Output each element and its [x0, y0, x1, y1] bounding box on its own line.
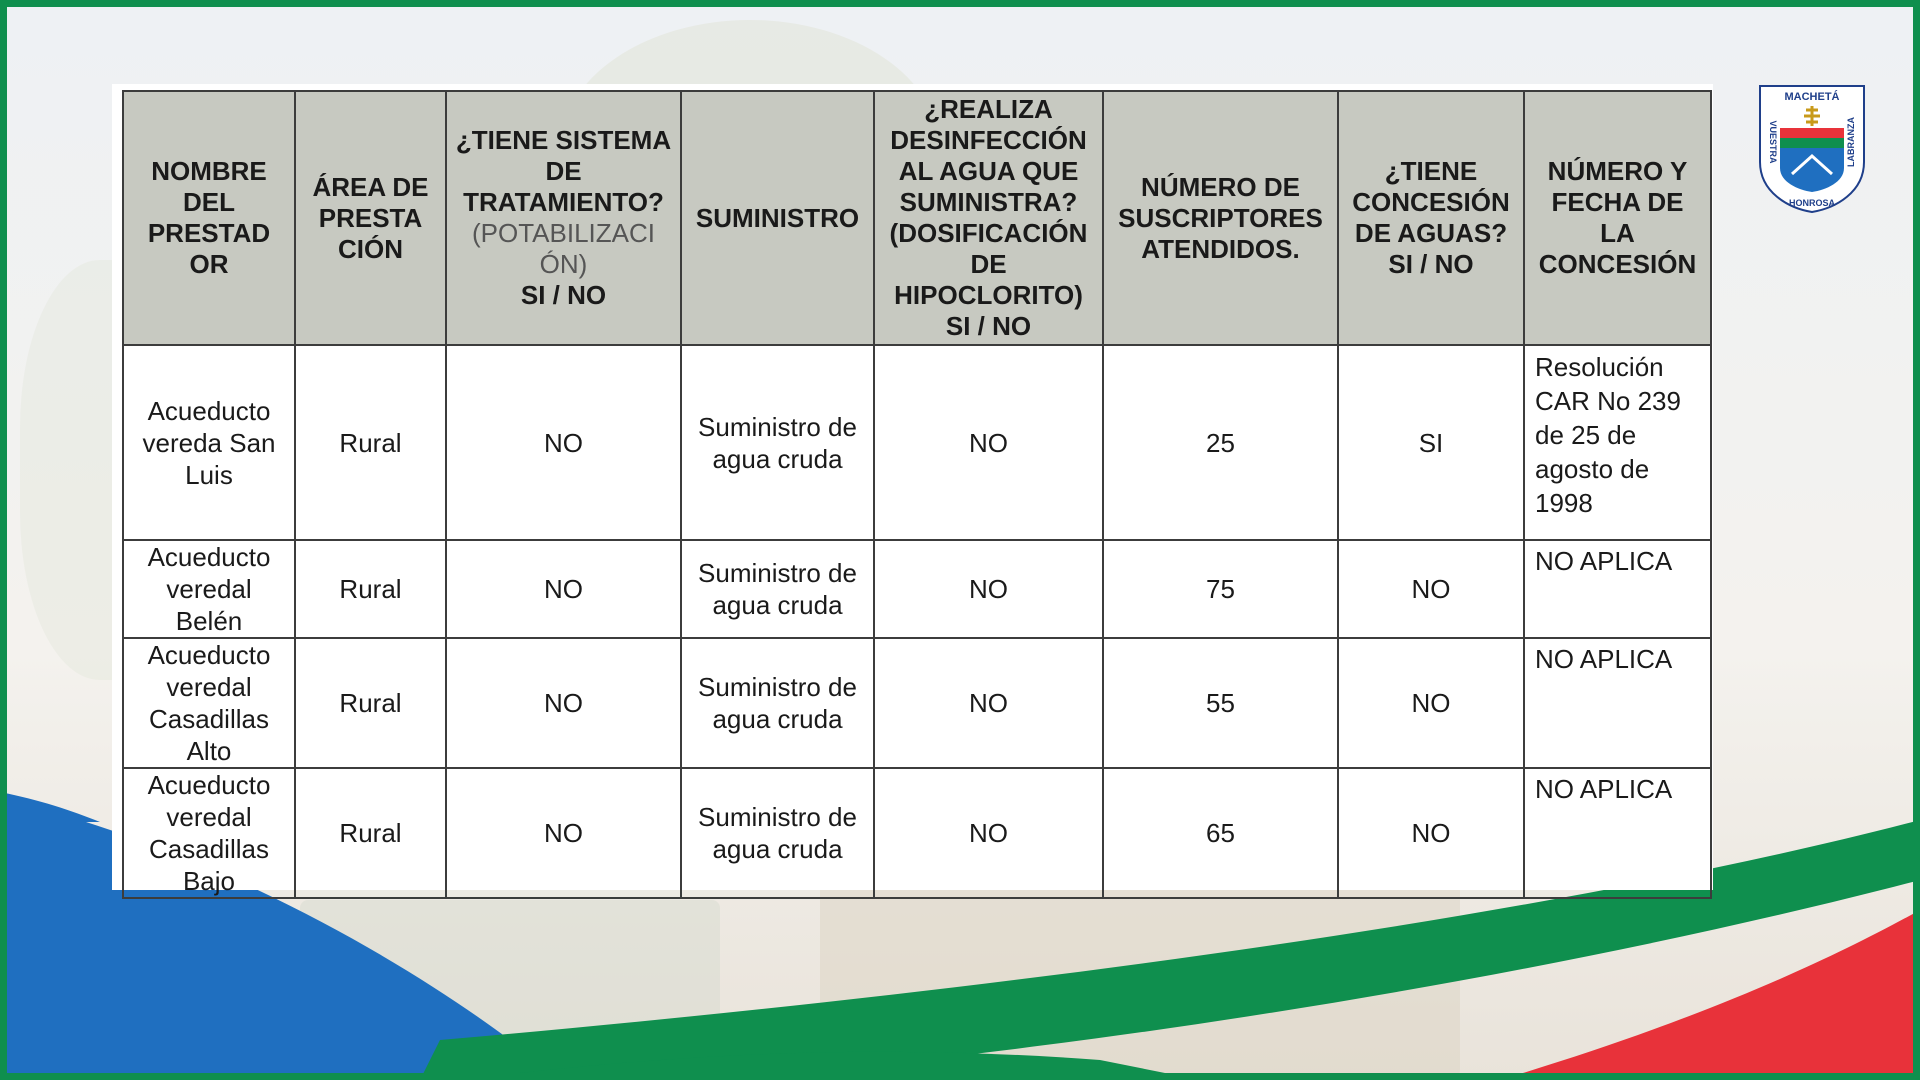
- header-numero-fecha: NÚMERO Y FECHA DE LA CONCESIÓN: [1524, 91, 1711, 345]
- cell-area: Rural: [295, 768, 446, 898]
- logo-green-stripe: [1780, 138, 1844, 148]
- table-container: [112, 84, 1713, 896]
- cell-suministro: Suministro de agua cruda: [681, 768, 874, 898]
- cell-suscriptores: 65: [1103, 768, 1338, 898]
- header-nombre: NOMBRE DEL PRESTAD OR: [123, 91, 295, 345]
- table-row: [123, 638, 1711, 768]
- cell-desinfeccion: NO: [874, 345, 1103, 540]
- cell-desinfeccion: NO: [874, 540, 1103, 638]
- cell-tratamiento: NO: [446, 768, 681, 898]
- cell-nombre: Acueducto veredal Belén: [123, 540, 295, 638]
- logo-bottom-text: HONROSA: [1788, 198, 1836, 208]
- cell-tratamiento: NO: [446, 345, 681, 540]
- macheta-shield-logo: [1756, 82, 1868, 214]
- header-tratamiento: ¿TIENE SISTEMA DE TRATAMIENTO? (POTABILIZACI ÓN) SI / NO: [446, 91, 681, 345]
- logo-red-stripe: [1780, 128, 1844, 138]
- cell-concesion: NO: [1338, 540, 1524, 638]
- cell-suministro: Suministro de agua cruda: [681, 540, 874, 638]
- cell-nombre: Acueducto veredal Casadillas Bajo: [123, 768, 295, 898]
- cell-desinfeccion: NO: [874, 768, 1103, 898]
- cell-concesion: NO: [1338, 768, 1524, 898]
- cell-concesion: NO: [1338, 638, 1524, 768]
- table-row: [123, 345, 1711, 540]
- cell-tratamiento: NO: [446, 540, 681, 638]
- blue-wave-edge: [0, 792, 100, 822]
- cell-numero-fecha: Resolución CAR No 239 de 25 de agosto de 1998: [1524, 345, 1711, 540]
- cell-desinfeccion: NO: [874, 638, 1103, 768]
- table-header-row: [123, 91, 1711, 345]
- cell-suministro: Suministro de agua cruda: [681, 638, 874, 768]
- cell-numero-fecha: NO APLICA: [1524, 540, 1711, 638]
- cell-nombre: Acueducto vereda San Luis: [123, 345, 295, 540]
- header-suministro: SUMINISTRO: [681, 91, 874, 345]
- header-concesion: ¿TIENE CONCESIÓN DE AGUAS? SI / NO: [1338, 91, 1524, 345]
- header-desinfeccion: ¿REALIZA DESINFECCIÓN AL AGUA QUE SUMINISTRA? (DOSIFICACIÓN DE HIPOCLORITO) SI / NO: [874, 91, 1103, 345]
- header-area: ÁREA DE PRESTA CIÓN: [295, 91, 446, 345]
- logo-right-text: LABRANZA: [1846, 117, 1856, 167]
- cell-suscriptores: 25: [1103, 345, 1338, 540]
- water-providers-table: [122, 90, 1712, 899]
- table-row: [123, 540, 1711, 638]
- cell-area: Rural: [295, 345, 446, 540]
- logo-left-text: VUESTRA: [1768, 120, 1778, 164]
- cell-numero-fecha: NO APLICA: [1524, 768, 1711, 898]
- cell-tratamiento: NO: [446, 638, 681, 768]
- cell-area: Rural: [295, 638, 446, 768]
- cell-suscriptores: 55: [1103, 638, 1338, 768]
- cell-suscriptores: 75: [1103, 540, 1338, 638]
- header-suscriptores: NÚMERO DE SUSCRIPTORES ATENDIDOS.: [1103, 91, 1338, 345]
- logo-cross-icon: [1804, 106, 1820, 126]
- cell-numero-fecha: NO APLICA: [1524, 638, 1711, 768]
- cell-nombre: Acueducto veredal Casadillas Alto: [123, 638, 295, 768]
- logo-top-text: MACHETÁ: [1784, 91, 1840, 103]
- table-row: [123, 768, 1711, 898]
- cell-area: Rural: [295, 540, 446, 638]
- cell-suministro: Suministro de agua cruda: [681, 345, 874, 540]
- cell-concesion: SI: [1338, 345, 1524, 540]
